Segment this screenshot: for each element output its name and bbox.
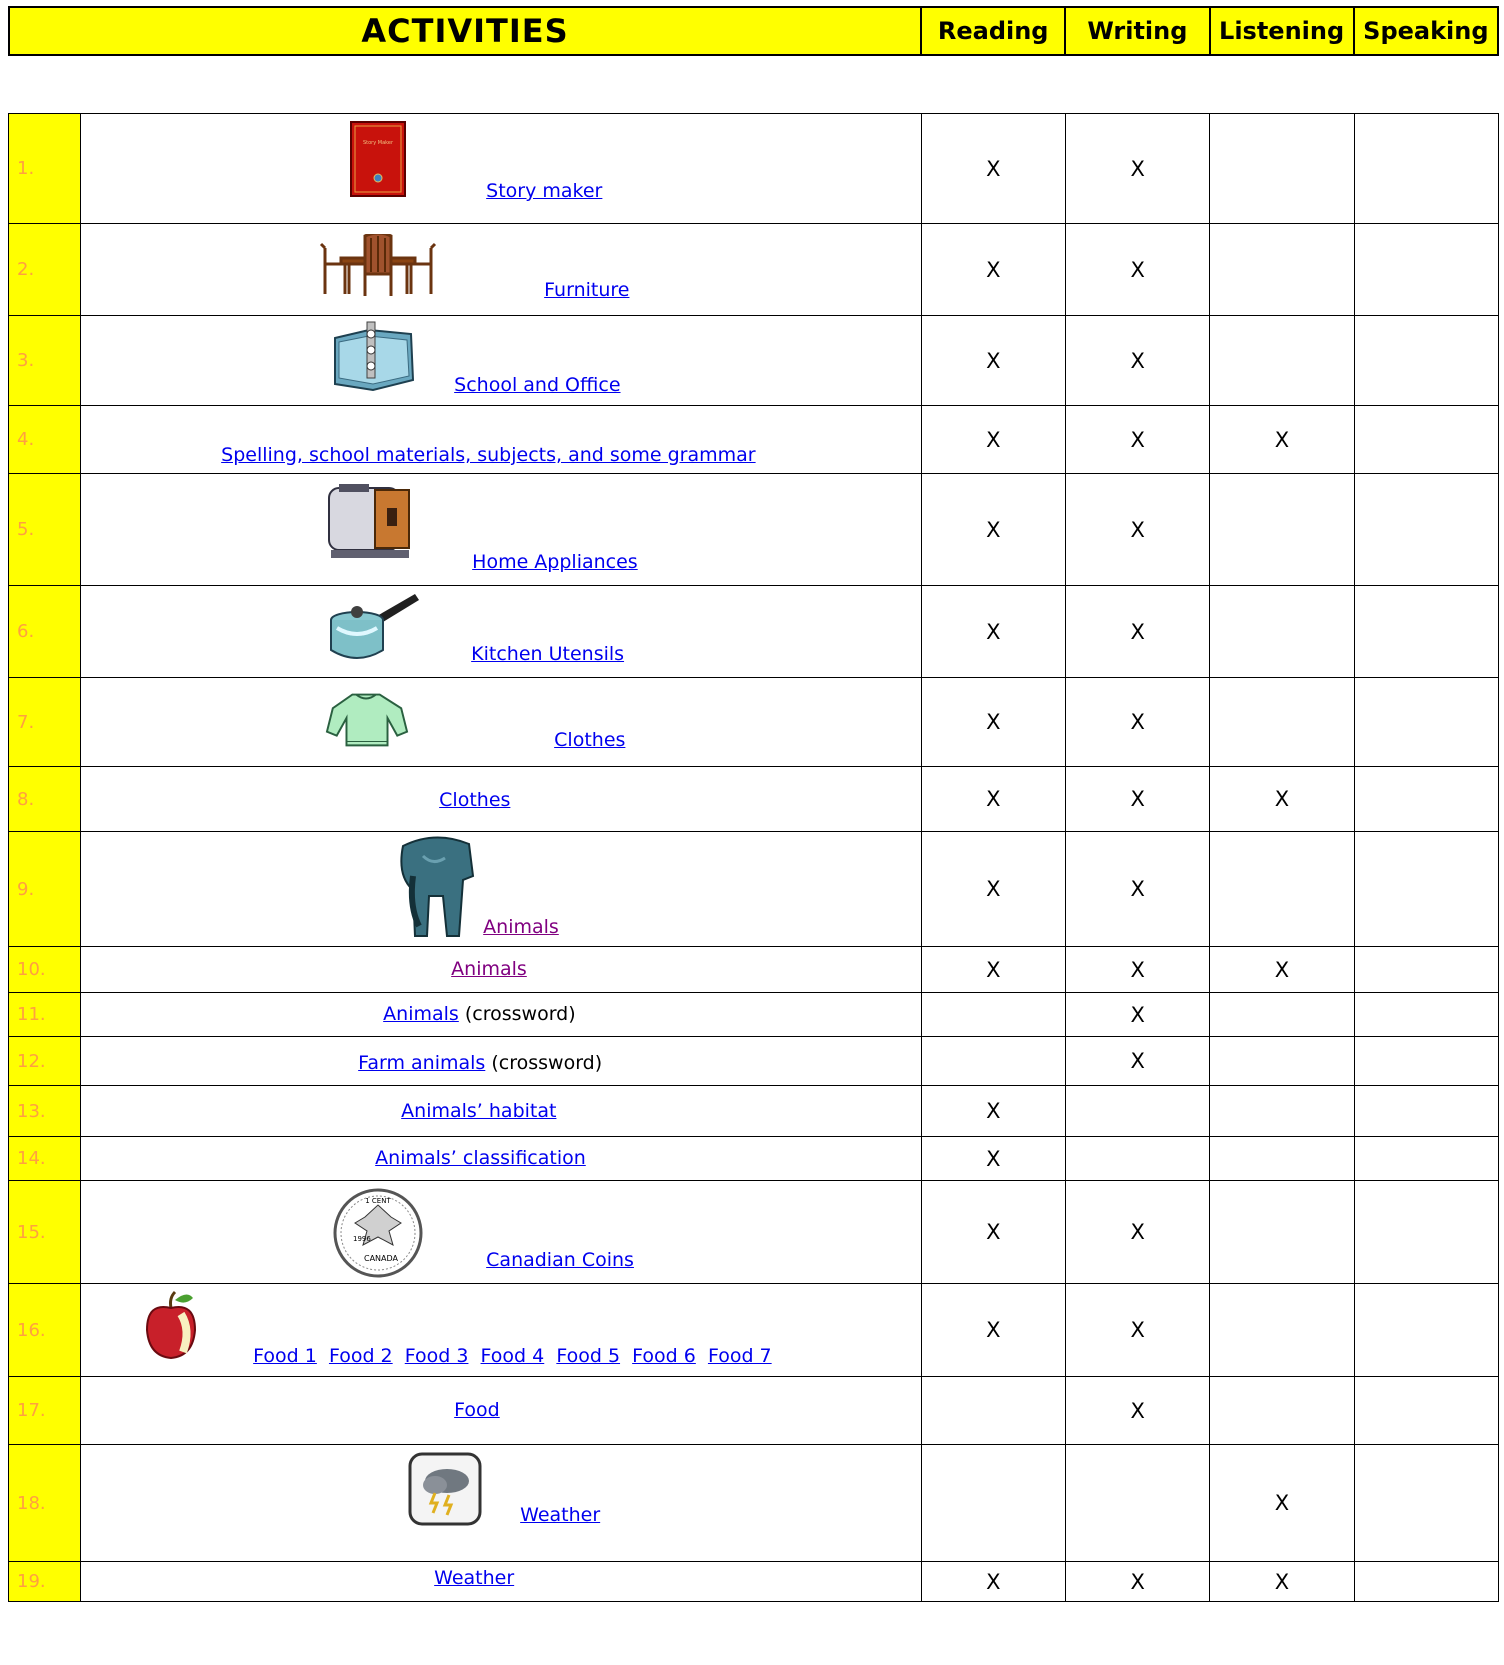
- activity-row: [9, 114, 1499, 224]
- mark-reading: X: [921, 1562, 1065, 1602]
- mark-writing: X: [1065, 474, 1209, 586]
- mark-speaking: [1354, 316, 1498, 406]
- activity-row: [9, 1284, 1499, 1377]
- activity-link[interactable]: Story maker: [486, 180, 603, 202]
- activity-label: [554, 729, 625, 751]
- activity-label: [439, 789, 510, 811]
- row-number: 4.: [9, 406, 81, 474]
- mark-speaking: [1354, 114, 1498, 224]
- mark-listening: [1210, 1181, 1354, 1284]
- activity-cell: [81, 832, 922, 947]
- mark-writing: X: [1065, 586, 1209, 678]
- activity-label: [471, 643, 624, 665]
- mark-listening: X: [1210, 1562, 1354, 1602]
- mark-reading: [921, 993, 1065, 1037]
- mark-writing: X: [1065, 1037, 1209, 1086]
- mark-listening: [1210, 316, 1354, 406]
- mark-reading: X: [921, 767, 1065, 832]
- activity-row: [9, 1086, 1499, 1137]
- mark-speaking: [1354, 586, 1498, 678]
- activity-cell: [81, 767, 922, 832]
- activity-link[interactable]: Spelling, school materials, subjects, and some grammar: [221, 444, 756, 466]
- mark-writing: X: [1065, 767, 1209, 832]
- mark-speaking: [1354, 678, 1498, 767]
- activity-row: [9, 406, 1499, 474]
- activity-label: [544, 279, 629, 301]
- mark-writing: X: [1065, 993, 1209, 1037]
- activity-label: [253, 1345, 771, 1367]
- activity-link[interactable]: Clothes: [439, 789, 511, 811]
- mark-speaking: [1354, 406, 1498, 474]
- activity-cell: [81, 678, 922, 767]
- mark-writing: X: [1065, 1377, 1209, 1445]
- activity-cell: [81, 993, 922, 1037]
- activity-label: [358, 1052, 602, 1074]
- activity-label: [520, 1504, 600, 1526]
- row-number: 19.: [9, 1562, 81, 1602]
- svg-text:1 CENT: 1 CENT: [365, 1197, 391, 1205]
- row-number: 8.: [9, 767, 81, 832]
- row-number: 7.: [9, 678, 81, 767]
- activity-link[interactable]: Animals: [451, 958, 527, 980]
- mark-writing: X: [1065, 832, 1209, 947]
- row-number: 13.: [9, 1086, 81, 1137]
- mark-reading: X: [921, 1137, 1065, 1181]
- mark-reading: X: [921, 474, 1065, 586]
- activity-row: [9, 474, 1499, 586]
- mark-speaking: [1354, 1445, 1498, 1562]
- row-number: 9.: [9, 832, 81, 947]
- mark-writing: X: [1065, 1181, 1209, 1284]
- row-number: 12.: [9, 1037, 81, 1086]
- activity-link[interactable]: Animals: [483, 916, 559, 938]
- activity-link[interactable]: Food 1: [253, 1345, 317, 1367]
- row-number: 16.: [9, 1284, 81, 1377]
- binder-icon: [329, 320, 419, 401]
- activity-row: [9, 1377, 1499, 1445]
- mark-reading: X: [921, 586, 1065, 678]
- mark-reading: X: [921, 947, 1065, 993]
- mark-writing: X: [1065, 406, 1209, 474]
- mark-listening: [1210, 678, 1354, 767]
- mark-speaking: [1354, 1086, 1498, 1137]
- activity-cell: [81, 1284, 922, 1377]
- mark-listening: X: [1210, 947, 1354, 993]
- mark-speaking: [1354, 1037, 1498, 1086]
- mark-reading: X: [921, 114, 1065, 224]
- mark-reading: [921, 1377, 1065, 1445]
- mark-listening: [1210, 586, 1354, 678]
- mark-reading: X: [921, 406, 1065, 474]
- svg-text:CANADA: CANADA: [364, 1254, 399, 1263]
- activity-label: [486, 1249, 634, 1271]
- activity-note: (crossword): [464, 1003, 576, 1025]
- mark-speaking: [1354, 224, 1498, 316]
- activity-link[interactable]: Food 6: [632, 1345, 696, 1367]
- mark-speaking: [1354, 1284, 1498, 1377]
- elephant-icon: [393, 836, 477, 945]
- mark-reading: [921, 1037, 1065, 1086]
- activity-row: [9, 947, 1499, 993]
- activity-cell: [81, 1086, 922, 1137]
- mark-reading: X: [921, 1181, 1065, 1284]
- apple-icon: [141, 1290, 207, 1367]
- mark-listening: [1210, 1284, 1354, 1377]
- table-chairs-icon: [319, 234, 437, 301]
- activities-header: [8, 6, 1499, 56]
- activity-link[interactable]: Food 2: [328, 1345, 393, 1367]
- mark-reading: X: [921, 224, 1065, 316]
- activity-link[interactable]: Farm animals: [358, 1052, 486, 1074]
- activity-cell: [81, 1137, 922, 1181]
- activity-link[interactable]: Animals: [383, 1003, 459, 1025]
- activity-row: [9, 1037, 1499, 1086]
- row-number: 14.: [9, 1137, 81, 1181]
- mark-speaking: [1354, 1377, 1498, 1445]
- toaster-icon: [325, 480, 415, 571]
- activity-label: [375, 1147, 586, 1169]
- activity-row: [9, 224, 1499, 316]
- coin-icon: [331, 1187, 425, 1284]
- activity-label: [486, 180, 602, 202]
- header-speaking: Speaking: [1354, 7, 1498, 55]
- activity-cell: [81, 474, 922, 586]
- activity-link[interactable]: Weather: [434, 1567, 515, 1589]
- activity-link[interactable]: Weather: [520, 1504, 601, 1526]
- activity-cell: [81, 586, 922, 678]
- activity-cell: [81, 947, 922, 993]
- mark-reading: X: [921, 832, 1065, 947]
- mark-listening: X: [1210, 767, 1354, 832]
- svg-text:1996: 1996: [353, 1235, 371, 1243]
- mark-speaking: [1354, 767, 1498, 832]
- mark-reading: [921, 1445, 1065, 1562]
- mark-writing: X: [1065, 316, 1209, 406]
- activity-link[interactable]: Food 7: [707, 1345, 772, 1367]
- activity-label: [401, 1100, 556, 1122]
- activity-row: [9, 678, 1499, 767]
- mark-listening: [1210, 1037, 1354, 1086]
- mark-listening: X: [1210, 1445, 1354, 1562]
- activity-link[interactable]: Food 3: [404, 1345, 469, 1367]
- mark-speaking: [1354, 993, 1498, 1037]
- activity-link[interactable]: Clothes: [554, 729, 626, 751]
- activity-link[interactable]: Food: [454, 1399, 500, 1421]
- activity-label: [221, 444, 755, 466]
- mark-reading: X: [921, 316, 1065, 406]
- mark-speaking: [1354, 1137, 1498, 1181]
- sweater-icon: [325, 688, 409, 755]
- row-number: 2.: [9, 224, 81, 316]
- mark-writing: X: [1065, 1284, 1209, 1377]
- mark-writing: [1065, 1445, 1209, 1562]
- mark-speaking: [1354, 947, 1498, 993]
- activity-row: [9, 1181, 1499, 1284]
- row-number: 3.: [9, 316, 81, 406]
- activity-cell: [81, 224, 922, 316]
- activity-row: [9, 832, 1499, 947]
- activity-link[interactable]: Kitchen Utensils: [471, 643, 625, 665]
- header-listening: Listening: [1210, 7, 1354, 55]
- row-number: 5.: [9, 474, 81, 586]
- activity-row: [9, 1445, 1499, 1562]
- activity-link[interactable]: Animals’ classification: [375, 1147, 586, 1169]
- row-number: 1.: [9, 114, 81, 224]
- activity-row: [9, 316, 1499, 406]
- activity-cell: [81, 1037, 922, 1086]
- activity-label: [454, 1399, 500, 1421]
- weather-icon: [407, 1451, 483, 1532]
- mark-reading: X: [921, 678, 1065, 767]
- mark-listening: [1210, 224, 1354, 316]
- mark-speaking: [1354, 1562, 1498, 1602]
- mark-writing: [1065, 1086, 1209, 1137]
- mark-reading: X: [921, 1086, 1065, 1137]
- activity-row: [9, 993, 1499, 1037]
- activity-link[interactable]: Food 4: [480, 1345, 545, 1367]
- activity-cell: [81, 316, 922, 406]
- mark-speaking: [1354, 474, 1498, 586]
- activity-link[interactable]: School and Office: [454, 374, 621, 396]
- row-number: 15.: [9, 1181, 81, 1284]
- mark-writing: X: [1065, 114, 1209, 224]
- activity-cell: [81, 114, 922, 224]
- activity-cell: [81, 1181, 922, 1284]
- activities-title: ACTIVITIES: [9, 7, 921, 55]
- activity-label: [451, 958, 527, 980]
- activity-label: [454, 374, 620, 396]
- activity-cell: [81, 406, 922, 474]
- mark-writing: [1065, 1137, 1209, 1181]
- activity-cell: [81, 1377, 922, 1445]
- mark-listening: X: [1210, 406, 1354, 474]
- mark-writing: X: [1065, 678, 1209, 767]
- activity-link[interactable]: Food 5: [556, 1345, 621, 1367]
- mark-listening: [1210, 474, 1354, 586]
- activities-table: [8, 113, 1499, 1602]
- story-book-icon: [349, 120, 407, 203]
- row-number: 18.: [9, 1445, 81, 1562]
- mark-listening: [1210, 1377, 1354, 1445]
- mark-writing: X: [1065, 224, 1209, 316]
- activity-cell: [81, 1445, 922, 1562]
- activity-label: [383, 1003, 576, 1025]
- activity-link[interactable]: Furniture: [544, 279, 630, 301]
- header-writing: Writing: [1065, 7, 1209, 55]
- mark-writing: X: [1065, 1562, 1209, 1602]
- mark-reading: X: [921, 1284, 1065, 1377]
- activity-label: [472, 551, 638, 573]
- mark-listening: [1210, 1137, 1354, 1181]
- row-number: 11.: [9, 993, 81, 1037]
- mark-listening: [1210, 114, 1354, 224]
- mark-listening: [1210, 832, 1354, 947]
- activity-row: [9, 1562, 1499, 1602]
- header-reading: Reading: [921, 7, 1065, 55]
- mark-speaking: [1354, 832, 1498, 947]
- activity-link[interactable]: Canadian Coins: [486, 1249, 634, 1271]
- activity-note: (crossword): [491, 1052, 603, 1074]
- activity-link[interactable]: Animals’ habitat: [401, 1100, 557, 1122]
- activity-link[interactable]: Home Appliances: [472, 551, 638, 573]
- activity-row: [9, 767, 1499, 832]
- row-number: 6.: [9, 586, 81, 678]
- row-number: 10.: [9, 947, 81, 993]
- mark-listening: [1210, 993, 1354, 1037]
- saucepan-icon: [327, 592, 419, 673]
- activity-label: [483, 916, 559, 938]
- row-number: 17.: [9, 1377, 81, 1445]
- svg-text:Story Maker: Story Maker: [363, 140, 394, 146]
- mark-listening: [1210, 1086, 1354, 1137]
- activity-row: [9, 586, 1499, 678]
- mark-writing: X: [1065, 947, 1209, 993]
- mark-speaking: [1354, 1181, 1498, 1284]
- activity-cell: [81, 1562, 922, 1602]
- activity-row: [9, 1137, 1499, 1181]
- activity-label: [434, 1567, 514, 1589]
